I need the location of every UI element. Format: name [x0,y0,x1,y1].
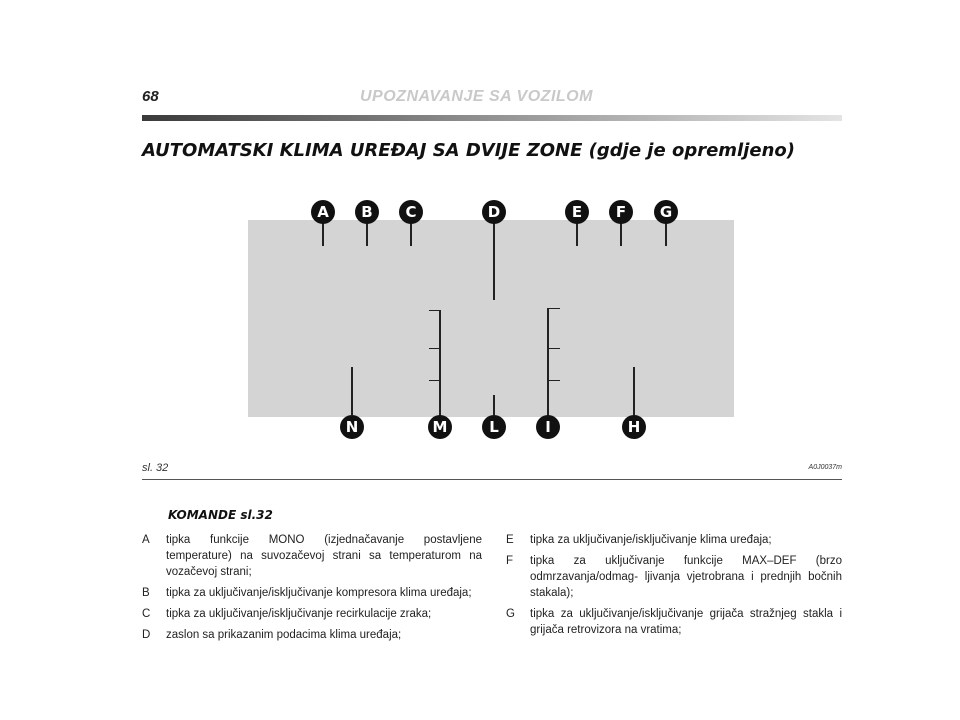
header-rule [142,115,842,121]
legend-key: F [506,555,514,567]
callout-n: N [340,415,364,439]
legend-key: G [506,608,515,620]
legend-text: tipka funkcije MONO (izjednačavanje postavljene temperature) na suvozačevoj strani sa temperaturom na vozačevoj strani; [166,534,482,578]
callout-h: H [622,415,646,439]
legend-item-g [506,606,842,638]
leader-line-e [576,222,578,246]
legend-text: tipka za uključivanje funkcije MAX–DEF (brzo odmrzavanja/odmag- ljivanja vjetrobrana i prednjih bočnih stakala); [530,555,842,599]
figure-code: A0J0037m [808,464,842,471]
legend-key: A [142,534,150,546]
callout-i: I [536,415,560,439]
legend-item-b [142,585,482,601]
legend-text: tipka za uključivanje/isključivanje recirkulacije zraka; [166,608,432,620]
running-header: UPOZNAVANJE SA VOZILOM [360,88,593,105]
leader-bracket-i-tick3 [548,380,560,381]
leader-line-a [322,222,324,246]
legend-item-d [142,627,482,643]
page-number: 68 [142,88,159,105]
leader-bracket-m-vertical [439,310,441,416]
legend-key: E [506,534,514,546]
legend-key: B [142,587,150,599]
callout-f: F [609,200,633,224]
legend-column-left [142,532,482,648]
legend-column-right [506,532,842,643]
leader-line-b [366,222,368,246]
leader-line-h [633,367,635,415]
climate-panel-image [248,220,734,417]
callout-d: D [482,200,506,224]
section-title: AUTOMATSKI KLIMA UREĐAJ SA DVIJE ZONE (gdje je opremljeno) [142,140,796,161]
leader-line-l [493,395,495,415]
leader-bracket-m-tick3 [429,380,440,381]
legend-text: zaslon sa prikazanim podacima klima uređaja; [166,629,402,641]
callout-l: L [482,415,506,439]
legend-key: C [142,608,151,620]
legend-title: KOMANDE sl.32 [168,508,273,522]
figure [142,190,842,445]
leader-bracket-i-tick1 [548,308,560,309]
figure-rule [142,479,842,480]
legend-item-f [506,553,842,601]
callout-a: A [311,200,335,224]
leader-line-c [410,222,412,246]
leader-line-f [620,222,622,246]
leader-bracket-i-vertical [547,308,549,416]
callout-b: B [355,200,379,224]
legend-item-e [506,532,842,548]
callout-e: E [565,200,589,224]
leader-line-d [493,222,495,300]
callout-m: M [428,415,452,439]
legend-text: tipka za uključivanje/isključivanje kompresora klima uređaja; [166,587,472,599]
legend-text: tipka za uključivanje/isključivanje grijača stražnjeg stakla i grijača retrovizora na vratima; [530,608,842,636]
figure-label: sl. 32 [142,462,169,474]
callout-g: G [654,200,678,224]
leader-bracket-m-tick2 [429,348,440,349]
leader-bracket-m-tick1 [429,310,440,311]
leader-line-g [665,222,667,246]
legend-item-a [142,532,482,580]
leader-bracket-i-tick2 [548,348,560,349]
legend-key: D [142,629,151,641]
callout-c: C [399,200,423,224]
leader-line-n [351,367,353,415]
legend-text: tipka za uključivanje/isključivanje klima uređaja; [530,534,772,546]
legend-item-c [142,606,482,622]
